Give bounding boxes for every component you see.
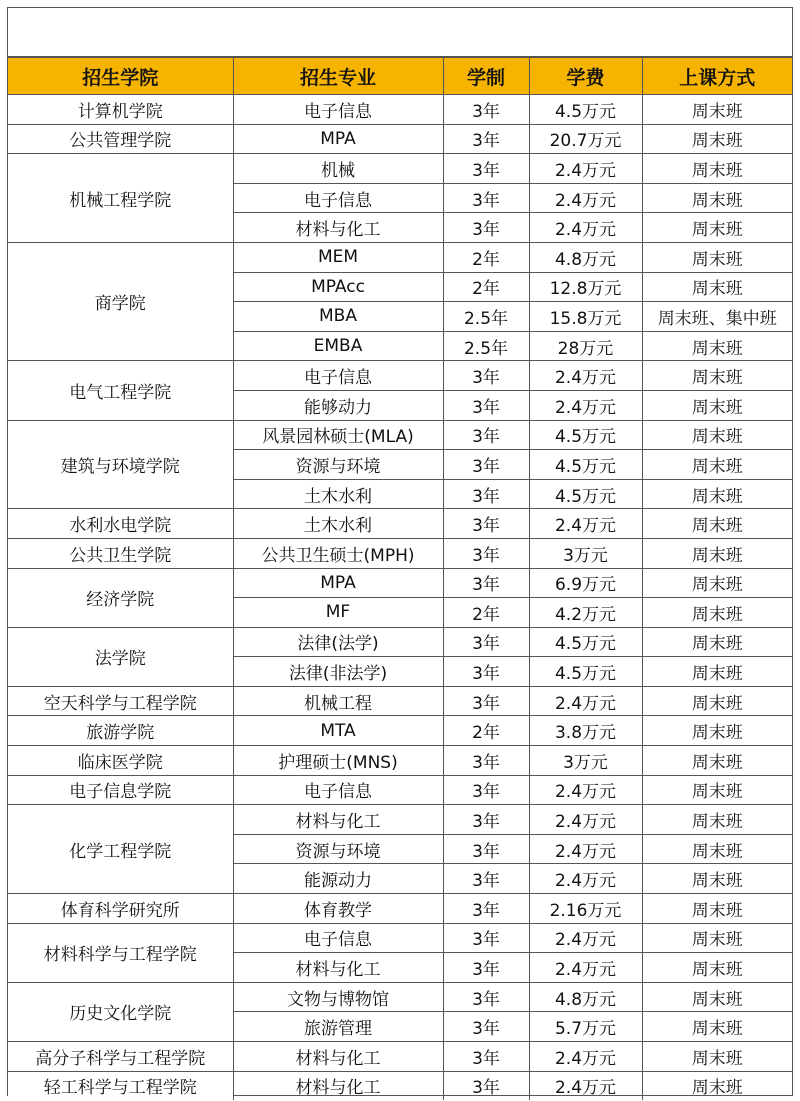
table-row — [8, 568, 792, 598]
class-mode-cell: 周末班 — [642, 242, 792, 272]
class-mode-cell: 周末班 — [642, 686, 792, 716]
class-mode-cell: 周末班 — [642, 894, 792, 924]
duration-cell: 3年 — [443, 953, 529, 983]
tuition-cell: 4.5万元 — [529, 657, 642, 687]
table-row — [8, 982, 792, 1012]
college-cell: 电气工程学院 — [8, 361, 233, 420]
college-cell: 经济学院 — [8, 568, 233, 627]
major-cell: MPA — [233, 124, 443, 154]
table-row — [8, 746, 792, 776]
duration-cell: 3年 — [443, 923, 529, 953]
tuition-cell: 3万元 — [529, 538, 642, 568]
tuition-cell: 4.5万元 — [529, 627, 642, 657]
class-mode-cell: 周末班 — [642, 420, 792, 450]
tuition-cell: 2.4万元 — [529, 864, 642, 894]
class-mode-cell: 周末班 — [642, 1042, 792, 1072]
class-mode-cell: 周末班 — [642, 1012, 792, 1042]
tuition-cell: 4.5万元 — [529, 420, 642, 450]
tuition-cell: 2.4万元 — [529, 390, 642, 420]
tuition-cell: 2.4万元 — [529, 686, 642, 716]
tuition-cell: 2.4万元 — [529, 775, 642, 805]
header-row — [8, 58, 792, 95]
tuition-cell: 5.7万元 — [529, 1012, 642, 1042]
duration-cell: 3年 — [443, 746, 529, 776]
duration-cell: 3年 — [443, 390, 529, 420]
college-cell: 历史文化学院 — [8, 982, 233, 1041]
major-cell: 法律(法学) — [233, 627, 443, 657]
duration-cell: 3年 — [443, 1071, 529, 1100]
class-mode-cell: 周末班 — [642, 982, 792, 1012]
duration-cell: 2年 — [443, 272, 529, 302]
major-cell: 机械工程 — [233, 686, 443, 716]
major-cell: 电子信息 — [233, 183, 443, 213]
duration-cell: 2年 — [443, 242, 529, 272]
duration-cell: 2.5年 — [443, 302, 529, 332]
college-cell: 化学工程学院 — [8, 805, 233, 894]
major-cell: MPAcc — [233, 272, 443, 302]
major-cell: 资源与环境 — [233, 834, 443, 864]
table-row — [8, 627, 792, 657]
tuition-cell: 2.4万元 — [529, 834, 642, 864]
table-row — [8, 420, 792, 450]
table-row — [8, 805, 792, 835]
class-mode-cell: 周末班 — [642, 479, 792, 509]
tuition-cell: 28万元 — [529, 331, 642, 361]
tuition-cell: 6.9万元 — [529, 568, 642, 598]
duration-cell: 3年 — [443, 1012, 529, 1042]
tuition-cell: 4.5万元 — [529, 95, 642, 125]
duration-cell: 3年 — [443, 95, 529, 125]
class-mode-cell: 周末班 — [642, 272, 792, 302]
duration-cell: 3年 — [443, 894, 529, 924]
major-cell: 旅游管理 — [233, 1012, 443, 1042]
tuition-cell: 2.4万元 — [529, 154, 642, 184]
tuition-cell: 4.8万元 — [529, 242, 642, 272]
class-mode-cell: 周末班 — [642, 124, 792, 154]
major-cell: 法律(非法学) — [233, 657, 443, 687]
major-cell: 电子信息 — [233, 361, 443, 391]
duration-cell: 3年 — [443, 420, 529, 450]
duration-cell: 3年 — [443, 213, 529, 243]
major-cell: 资源与环境 — [233, 450, 443, 480]
major-cell: 材料与化工 — [233, 805, 443, 835]
college-cell: 体育科学研究所 — [8, 894, 233, 924]
duration-cell: 2年 — [443, 716, 529, 746]
table-row — [8, 775, 792, 805]
major-cell: 体育教学 — [233, 894, 443, 924]
college-cell: 高分子科学与工程学院 — [8, 1042, 233, 1072]
class-mode-cell: 周末班 — [642, 716, 792, 746]
table-row — [8, 923, 792, 953]
major-cell: MPA — [233, 568, 443, 598]
college-cell: 空天科学与工程学院 — [8, 686, 233, 716]
college-cell: 公共管理学院 — [8, 124, 233, 154]
table-row — [8, 509, 792, 539]
college-cell: 公共卫生学院 — [8, 538, 233, 568]
major-cell: EMBA — [233, 331, 443, 361]
class-mode-cell: 周末班 — [642, 1071, 792, 1100]
tuition-cell: 20.7万元 — [529, 124, 642, 154]
class-mode-cell: 周末班 — [642, 183, 792, 213]
table-row — [8, 538, 792, 568]
tuition-cell: 2.4万元 — [529, 953, 642, 983]
tuition-cell: 2.16万元 — [529, 894, 642, 924]
tuition-cell: 4.8万元 — [529, 982, 642, 1012]
major-cell: 风景园林硕士(MLA) — [233, 420, 443, 450]
class-mode-cell: 周末班 — [642, 834, 792, 864]
table-row — [8, 716, 792, 746]
class-mode-cell: 周末班 — [642, 95, 792, 125]
table-row — [8, 1042, 792, 1072]
major-cell: MEM — [233, 242, 443, 272]
table-frame — [7, 7, 793, 1099]
duration-cell: 3年 — [443, 805, 529, 835]
header-tuition: 学费 — [529, 58, 642, 95]
major-cell: MTA — [233, 716, 443, 746]
duration-cell: 2.5年 — [443, 331, 529, 361]
tuition-cell: 2.4万元 — [529, 805, 642, 835]
tuition-cell: 2.4万元 — [529, 923, 642, 953]
table-row — [8, 124, 792, 154]
college-cell: 法学院 — [8, 627, 233, 686]
tuition-cell: 2.4万元 — [529, 1071, 642, 1100]
table-row — [8, 894, 792, 924]
tuition-cell: 2.4万元 — [529, 361, 642, 391]
class-mode-cell: 周末班 — [642, 864, 792, 894]
duration-cell: 3年 — [443, 1042, 529, 1072]
class-mode-cell: 周末班 — [642, 361, 792, 391]
major-cell: 能源动力 — [233, 864, 443, 894]
header-college: 招生学院 — [8, 58, 233, 95]
duration-cell: 3年 — [443, 657, 529, 687]
college-cell: 材料科学与工程学院 — [8, 923, 233, 982]
duration-cell: 3年 — [443, 154, 529, 184]
tuition-cell: 15.8万元 — [529, 302, 642, 332]
major-cell: 能够动力 — [233, 390, 443, 420]
tuition-cell: 4.2万元 — [529, 598, 642, 628]
major-cell: 电子信息 — [233, 95, 443, 125]
header-major: 招生专业 — [233, 58, 443, 95]
top-blank-band — [8, 8, 792, 57]
college-cell: 机械工程学院 — [8, 154, 233, 243]
class-mode-cell: 周末班 — [642, 657, 792, 687]
tuition-cell: 4.5万元 — [529, 450, 642, 480]
class-mode-cell: 周末班 — [642, 509, 792, 539]
college-cell: 临床医学院 — [8, 746, 233, 776]
class-mode-cell: 周末班 — [642, 450, 792, 480]
duration-cell: 3年 — [443, 509, 529, 539]
major-cell: 土木水利 — [233, 479, 443, 509]
major-cell: 材料与化工 — [233, 953, 443, 983]
college-cell: 建筑与环境学院 — [8, 420, 233, 509]
tuition-cell: 12.8万元 — [529, 272, 642, 302]
duration-cell: 3年 — [443, 775, 529, 805]
college-cell: 电子信息学院 — [8, 775, 233, 805]
major-cell: 机械 — [233, 154, 443, 184]
tuition-cell: 4.5万元 — [529, 479, 642, 509]
major-cell: MF — [233, 598, 443, 628]
major-cell: 护理硕士(MNS) — [233, 746, 443, 776]
class-mode-cell: 周末班 — [642, 538, 792, 568]
major-cell: 材料与化工 — [233, 1071, 443, 1100]
duration-cell: 3年 — [443, 450, 529, 480]
table-row — [8, 154, 792, 184]
major-cell: 电子信息 — [233, 775, 443, 805]
duration-cell: 3年 — [443, 627, 529, 657]
major-cell: 电子信息 — [233, 923, 443, 953]
table-row — [8, 686, 792, 716]
duration-cell: 3年 — [443, 538, 529, 568]
duration-cell: 3年 — [443, 834, 529, 864]
class-mode-cell: 周末班 — [642, 568, 792, 598]
class-mode-cell: 周末班 — [642, 805, 792, 835]
class-mode-cell: 周末班 — [642, 923, 792, 953]
duration-cell: 3年 — [443, 686, 529, 716]
class-mode-cell: 周末班 — [642, 627, 792, 657]
college-cell: 旅游学院 — [8, 716, 233, 746]
major-cell: 土木水利 — [233, 509, 443, 539]
class-mode-cell: 周末班 — [642, 390, 792, 420]
class-mode-cell: 周末班 — [642, 154, 792, 184]
duration-cell: 2年 — [443, 598, 529, 628]
tuition-cell: 2.4万元 — [529, 1042, 642, 1072]
duration-cell: 3年 — [443, 124, 529, 154]
duration-cell: 3年 — [443, 568, 529, 598]
college-cell: 水利水电学院 — [8, 509, 233, 539]
enrollment-table — [8, 57, 792, 1100]
duration-cell: 3年 — [443, 982, 529, 1012]
class-mode-cell: 周末班 — [642, 213, 792, 243]
tuition-cell: 2.4万元 — [529, 213, 642, 243]
duration-cell: 3年 — [443, 361, 529, 391]
class-mode-cell: 周末班 — [642, 598, 792, 628]
duration-cell: 3年 — [443, 479, 529, 509]
class-mode-cell: 周末班 — [642, 746, 792, 776]
college-cell: 轻工科学与工程学院 — [8, 1071, 233, 1100]
duration-cell: 3年 — [443, 183, 529, 213]
table-row — [8, 361, 792, 391]
table-body — [8, 95, 792, 1101]
major-cell: 公共卫生硕士(MPH) — [233, 538, 443, 568]
header-class-mode: 上课方式 — [642, 58, 792, 95]
table-row — [8, 1071, 792, 1100]
class-mode-cell: 周末班、集中班 — [642, 302, 792, 332]
class-mode-cell: 周末班 — [642, 953, 792, 983]
class-mode-cell: 周末班 — [642, 331, 792, 361]
header-duration: 学制 — [443, 58, 529, 95]
duration-cell: 3年 — [443, 864, 529, 894]
major-cell: 材料与化工 — [233, 1042, 443, 1072]
table-row — [8, 242, 792, 272]
tuition-cell: 3.8万元 — [529, 716, 642, 746]
table-row — [8, 95, 792, 125]
college-cell: 商学院 — [8, 242, 233, 360]
college-cell: 计算机学院 — [8, 95, 233, 125]
tuition-cell: 2.4万元 — [529, 183, 642, 213]
major-cell: 文物与博物馆 — [233, 982, 443, 1012]
tuition-cell: 3万元 — [529, 746, 642, 776]
class-mode-cell: 周末班 — [642, 775, 792, 805]
major-cell: MBA — [233, 302, 443, 332]
major-cell: 材料与化工 — [233, 213, 443, 243]
tuition-cell: 2.4万元 — [529, 509, 642, 539]
